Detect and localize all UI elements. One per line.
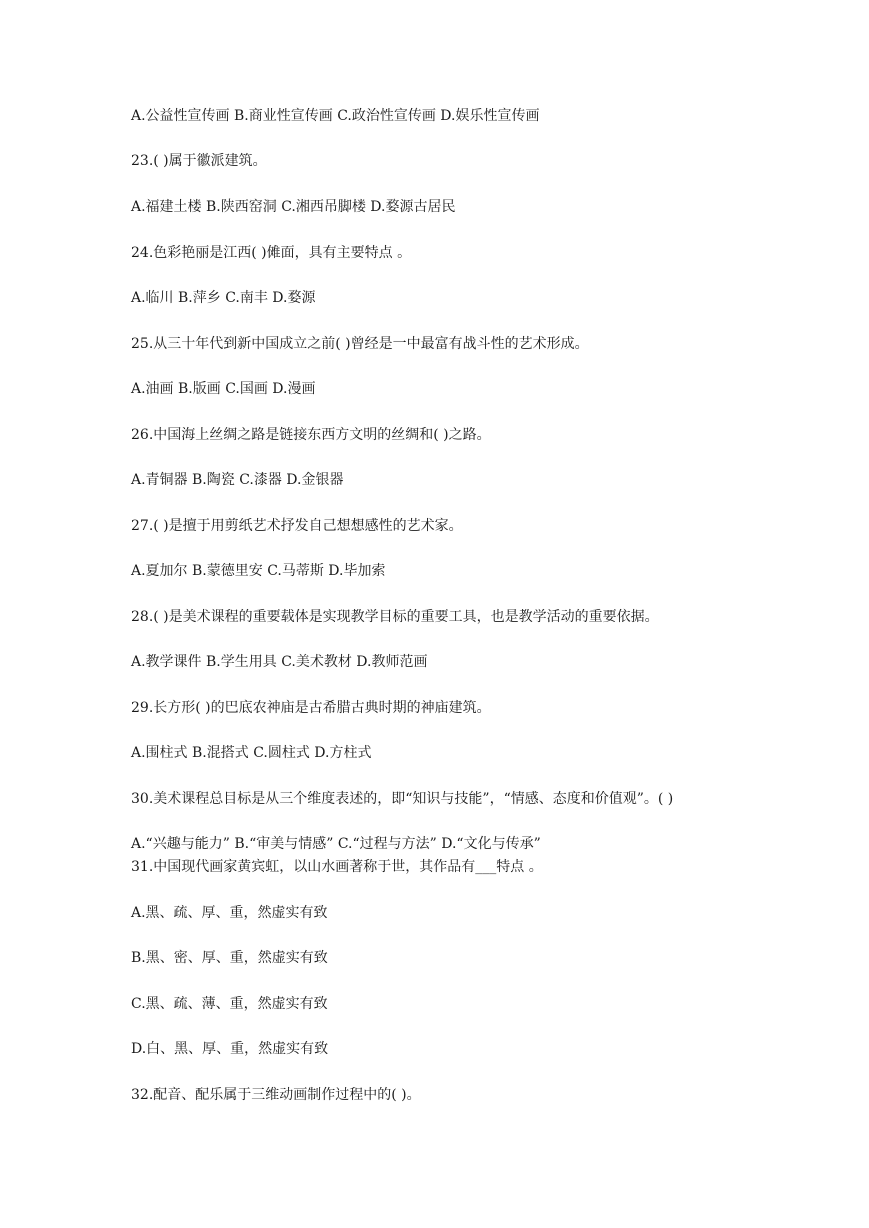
answer-options-29: A.围柱式 B.混搭式 C.圆柱式 D.方柱式 — [131, 745, 372, 761]
answer-options-25: A.油画 B.版画 C.国画 D.漫画 — [131, 381, 316, 397]
answer-options-30: A.“兴趣与能力” B.“审美与情感” C.“过程与方法” D.“文化与传承” — [131, 836, 541, 852]
question-32: 32.配音、配乐属于三维动画制作过程中的( )。 — [131, 1087, 421, 1103]
question-25: 25.从三十年代到新中国成立之前( )曾经是一中最富有战斗性的艺术形成。 — [131, 336, 589, 352]
answer-options-24: A.临川 B.萍乡 C.南丰 D.婺源 — [131, 290, 316, 306]
question-30: 30.美术课程总目标是从三个维度表述的，即“知识与技能”，“情感、态度和价值观”。( ) — [131, 791, 674, 807]
answer-options-22: A.公益性宣传画 B.商业性宣传画 C.政治性宣传画 D.娱乐性宣传画 — [131, 108, 540, 124]
answer-options-27: A.夏加尔 B.蒙德里安 C.马蒂斯 D.毕加索 — [131, 563, 386, 579]
question-29: 29.长方形( )的巴底农神庙是古希腊古典时期的神庙建筑。 — [131, 700, 491, 716]
question-28: 28.( )是美术课程的重要载体是实现教学目标的重要工具，也是教学活动的重要依据。 — [131, 609, 659, 625]
question-23: 23.( )属于徽派建筑。 — [131, 153, 267, 169]
answer-option-31-d: D.白、黑、厚、重，然虚实有致 — [131, 1041, 329, 1057]
answer-options-26: A.青铜器 B.陶瓷 C.漆器 D.金银器 — [131, 472, 344, 488]
answer-options-28: A.教学课件 B.学生用具 C.美术教材 D.教师范画 — [131, 654, 428, 670]
answer-option-31-a: A.黑、疏、厚、重，然虚实有致 — [131, 905, 328, 921]
question-31: 31.中国现代画家黄宾虹，以山水画著称于世，其作品有___特点 。 — [131, 859, 543, 875]
question-27: 27.( )是擅于用剪纸艺术抒发自己想想感性的艺术家。 — [131, 518, 463, 534]
question-24: 24.色彩艳丽是江西( )傩面，具有主要特点 。 — [131, 245, 412, 261]
answer-options-23: A.福建土楼 B.陕西窑洞 C.湘西吊脚楼 D.婺源古居民 — [131, 199, 456, 215]
answer-option-31-b: B.黑、密、厚、重，然虚实有致 — [131, 950, 328, 966]
answer-option-31-c: C.黑、疏、薄、重，然虚实有致 — [131, 996, 328, 1012]
question-26: 26.中国海上丝绸之路是链接东西方文明的丝绸和( )之路。 — [131, 427, 491, 443]
